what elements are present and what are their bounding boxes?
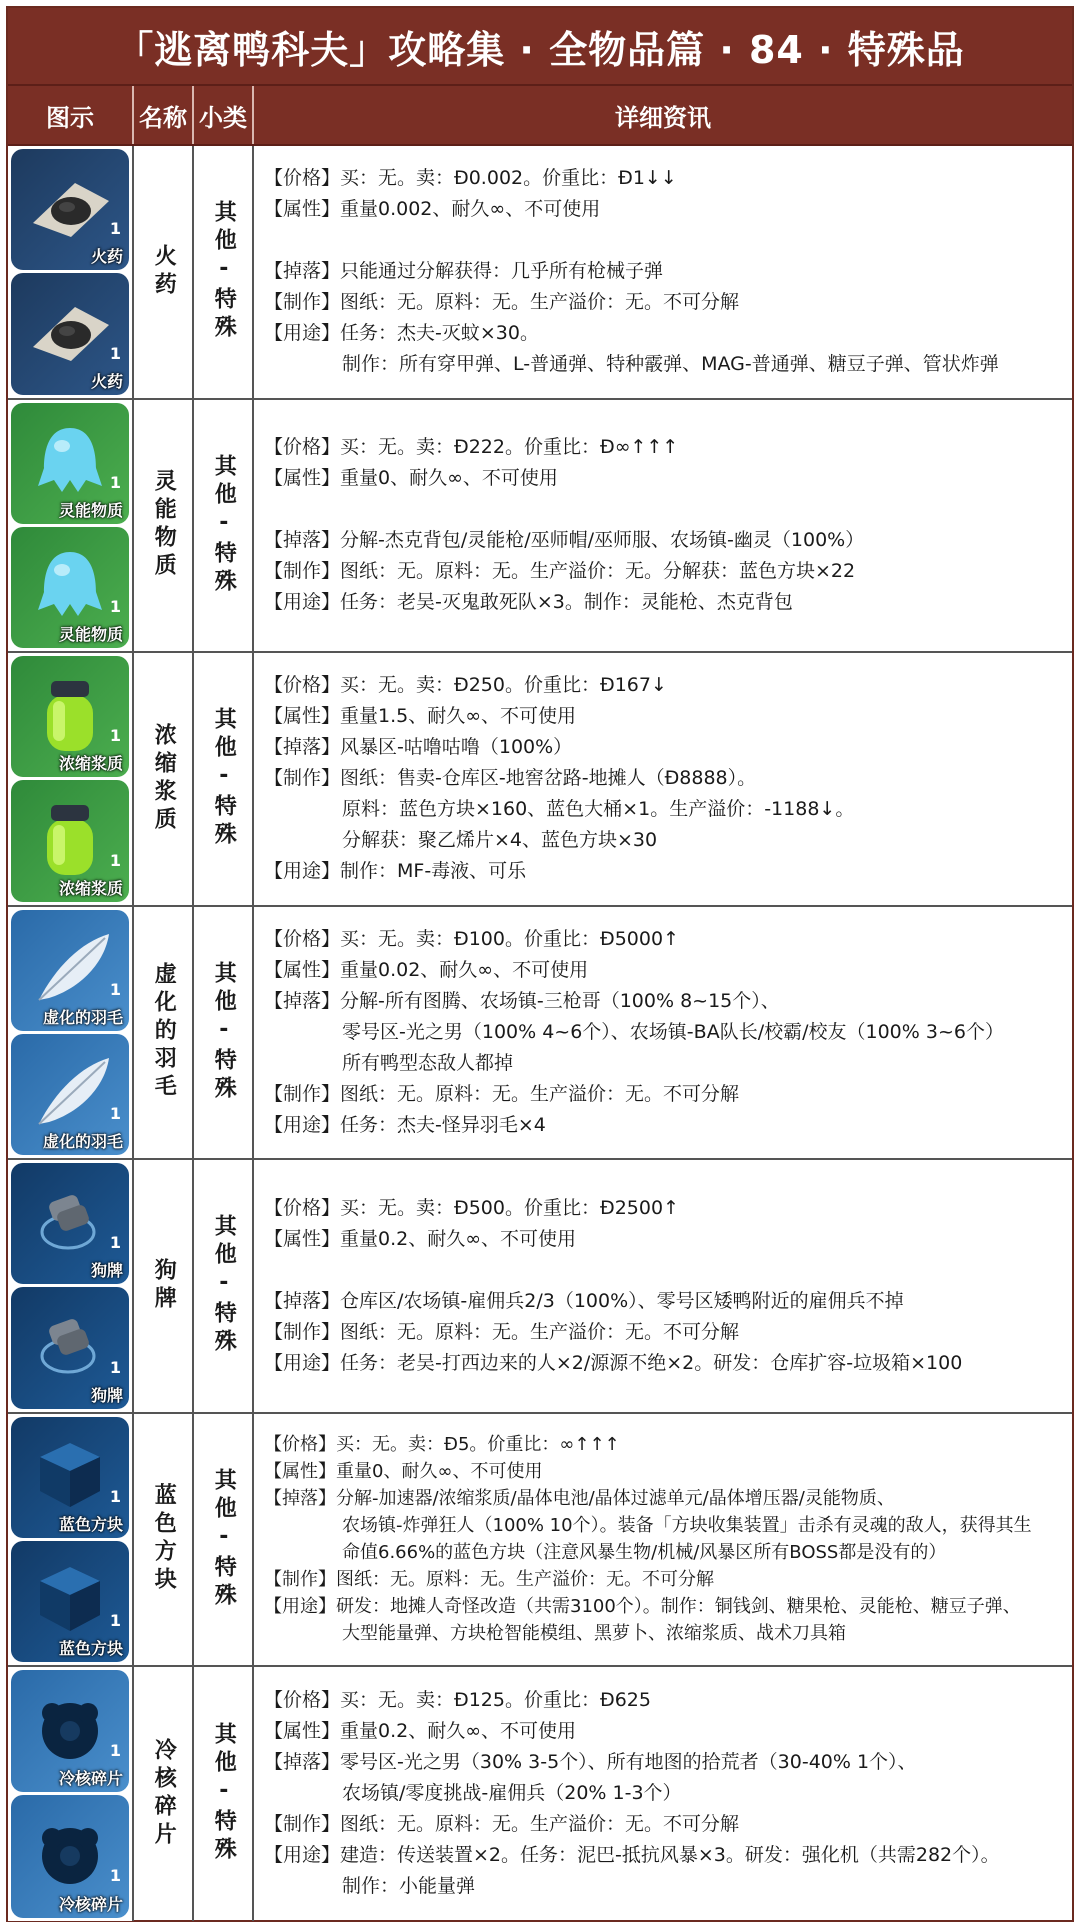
detail-line: 【属性】重量0.02、耐久∞、不可使用 xyxy=(264,958,589,981)
table-header xyxy=(8,86,1072,146)
detail-line: 【价格】买：无。卖：Đ250。价重比：Đ167↓ xyxy=(264,674,667,697)
item-subcategory-cell xyxy=(194,907,254,1159)
item-image-cell xyxy=(8,653,134,905)
detail-line: 【属性】重量0.2、耐久∞、不可使用 xyxy=(264,1227,577,1250)
item-details-cell xyxy=(254,907,1072,1159)
item-quantity: 1 xyxy=(109,1357,121,1377)
item-subcategory-cell xyxy=(194,400,254,652)
detail-line: 【价格】买：无。卖：Đ125。价重比：Đ625 xyxy=(264,1689,651,1712)
item-details-cell xyxy=(254,1160,1072,1412)
item-row xyxy=(8,653,1072,907)
concentrated-slurry-icon xyxy=(35,675,105,759)
item-caption: 虚化的羽毛 xyxy=(42,1007,123,1027)
item-image-cell xyxy=(8,907,134,1159)
detail-line: 零号区-光之男（100% 4~6个）、农场镇-BA队长/校霸/校友（100% 3~6个） xyxy=(342,1020,1004,1043)
item-quantity: 1 xyxy=(109,1486,121,1506)
item-tile xyxy=(11,1163,129,1284)
detail-line: 制作：所有穿甲弹、L-普通弹、特种霰弹、MAG-普通弹、糖豆子弹、管状炸弹 xyxy=(342,353,999,376)
item-subcategory-cell xyxy=(194,1160,254,1412)
item-name-cell xyxy=(134,1667,194,1921)
cold-core-shard-icon xyxy=(30,1814,110,1898)
dog-tag-icon xyxy=(30,1306,110,1390)
detail-line: 【制作】图纸：无。原料：无。生产溢价：无。不可分解 xyxy=(264,1320,740,1343)
item-tile xyxy=(11,1541,129,1662)
page-title: 「逃离鸭科夫」攻略集 · 全物品篇 · 84 · 特殊品 xyxy=(8,8,1072,86)
cold-core-shard-icon xyxy=(30,1689,110,1773)
detail-line: 【掉落】仓库区/农场镇-雇佣兵2/3（100%）、零号区矮鸭附近的雇佣兵不掉 xyxy=(264,1289,904,1312)
item-row xyxy=(8,1160,1072,1414)
item-caption: 冷核碎片 xyxy=(58,1894,123,1914)
blue-cube-icon xyxy=(30,1435,110,1519)
item-subcategory-cell xyxy=(194,146,254,398)
item-tile xyxy=(11,1670,129,1792)
item-name-cell xyxy=(134,907,194,1159)
detail-line: 【用途】任务：杰夫-灭蚊×30。 xyxy=(264,322,539,345)
detail-line: 农场镇-炸弹狂人（100% 10个）。装备「方块收集装置」击杀有灵魂的敌人，获得其生 xyxy=(342,1515,1032,1537)
detail-line: 【制作】图纸：无。原料：无。生产溢价：无。不可分解 xyxy=(264,1813,740,1836)
feather-icon xyxy=(25,928,115,1012)
item-quantity: 1 xyxy=(109,343,121,363)
item-caption: 狗牌 xyxy=(90,1385,123,1405)
item-tile xyxy=(11,780,129,901)
detail-line: 农场镇/零度挑战-雇佣兵（20% 1-3个） xyxy=(342,1782,682,1805)
item-name: 浓缩浆质 xyxy=(151,722,177,835)
detail-line: 【制作】图纸：无。原料：无。生产溢价：无。不可分解 xyxy=(264,1082,740,1105)
detail-line: 【掉落】分解-杰克背包/灵能枪/巫师帽/巫师服、农场镇-幽灵（100%） xyxy=(264,529,865,552)
item-quantity: 1 xyxy=(109,1866,121,1886)
item-caption: 虚化的羽毛 xyxy=(42,1132,123,1151)
detail-line: 【制作】图纸：无。原料：无。生产溢价：无。不可分解 xyxy=(264,291,740,314)
item-caption: 灵能物质 xyxy=(58,500,123,520)
item-tile xyxy=(11,149,129,270)
item-tile xyxy=(11,403,129,524)
blue-cube-icon xyxy=(30,1559,110,1643)
item-subcategory-cell xyxy=(194,1667,254,1921)
item-details-cell xyxy=(254,1414,1072,1666)
detail-line: 【制作】图纸：无。原料：无。生产溢价：无。分解获：蓝色方块×22 xyxy=(264,560,856,583)
item-subcategory: 其他-特殊 xyxy=(211,707,237,851)
psionic-matter-icon xyxy=(30,546,110,628)
item-image-cell xyxy=(8,400,134,652)
strategy-sheet xyxy=(6,6,1074,1922)
detail-line: 原料：蓝色方块×160、蓝色大桶×1。生产溢价：-1188↓。 xyxy=(342,798,855,821)
detail-line: 【制作】图纸：售卖-仓库区-地窖岔路-地摊人（Đ8888）。 xyxy=(264,767,757,790)
item-quantity: 1 xyxy=(109,1611,121,1631)
item-subcategory-cell xyxy=(194,653,254,905)
item-details-cell xyxy=(254,653,1072,905)
item-details-cell xyxy=(254,1667,1072,1921)
detail-line: 【掉落】分解-加速器/浓缩浆质/晶体电池/晶体过滤单元/晶体增压器/灵能物质、 xyxy=(264,1488,895,1510)
detail-line: 【用途】建造：传送装置×2。任务：泥巴-抵抗风暴×3。研发：强化机（共需282个）。 xyxy=(264,1844,1000,1867)
item-row xyxy=(8,907,1072,1161)
gunpowder-icon xyxy=(25,173,115,247)
header-subcategory: 小类 xyxy=(194,86,254,144)
item-image-cell xyxy=(8,1414,134,1666)
item-name-cell xyxy=(134,1414,194,1666)
item-quantity: 1 xyxy=(109,219,121,239)
item-caption: 火药 xyxy=(90,247,123,267)
item-subcategory: 其他-特殊 xyxy=(211,1722,237,1866)
item-subcategory: 其他-特殊 xyxy=(211,960,237,1104)
item-row xyxy=(8,146,1072,400)
item-caption: 浓缩浆质 xyxy=(58,754,123,774)
detail-line: 【属性】重量0.002、耐久∞、不可使用 xyxy=(264,198,601,221)
item-image-cell xyxy=(8,1160,134,1412)
item-name-cell xyxy=(134,653,194,905)
item-tile xyxy=(11,1795,129,1917)
item-quantity: 1 xyxy=(109,472,121,492)
dog-tag-icon xyxy=(30,1182,110,1266)
item-caption: 狗牌 xyxy=(90,1261,123,1281)
header-details: 详细资讯 xyxy=(615,103,711,132)
item-caption: 浓缩浆质 xyxy=(58,878,123,898)
item-subcategory: 其他-特殊 xyxy=(211,453,237,597)
item-image-cell xyxy=(8,1667,134,1921)
detail-line: 分解获：聚乙烯片×4、蓝色方块×30 xyxy=(342,829,658,852)
detail-line: 【价格】买：无。卖：Đ222。价重比：Đ∞↑↑↑ xyxy=(264,436,679,459)
item-name-cell xyxy=(134,1160,194,1412)
detail-line: 【用途】任务：老吴-灭鬼敢死队×3。制作：灵能枪、杰克背包 xyxy=(264,591,793,614)
detail-line: 【用途】研发：地摊人奇怪改造（共需3100个）。制作：铜钱剑、糖果枪、灵能枪、糖豆子弹、 xyxy=(264,1596,1021,1618)
detail-line: 【属性】重量0.2、耐久∞、不可使用 xyxy=(264,1720,577,1743)
item-tile xyxy=(11,1417,129,1538)
item-quantity: 1 xyxy=(109,597,121,617)
item-name: 蓝色方块 xyxy=(151,1483,177,1596)
detail-line: 【价格】买：无。卖：Đ100。价重比：Đ5000↑ xyxy=(264,927,679,950)
detail-line: 【属性】重量0、耐久∞、不可使用 xyxy=(264,467,558,490)
item-subcategory: 其他-特殊 xyxy=(211,1214,237,1358)
blank-line xyxy=(264,494,1064,525)
item-tile xyxy=(11,273,129,394)
item-image-cell xyxy=(8,146,134,398)
item-subcategory: 其他-特殊 xyxy=(211,1467,237,1611)
detail-line: 【属性】重量1.5、耐久∞、不可使用 xyxy=(264,705,577,728)
detail-line: 【用途】任务：老吴-打西边来的人×2/源源不绝×2。研发：仓库扩容-垃圾箱×100 xyxy=(264,1351,963,1374)
item-tile xyxy=(11,910,129,1031)
item-caption: 蓝色方块 xyxy=(58,1514,123,1534)
item-table xyxy=(8,146,1072,1921)
blank-line xyxy=(264,1255,1064,1286)
item-tile xyxy=(11,1287,129,1408)
item-quantity: 1 xyxy=(109,979,121,999)
item-row xyxy=(8,1667,1072,1921)
detail-line: 【价格】买：无。卖：Đ0.002。价重比：Đ1↓↓ xyxy=(264,167,677,190)
item-quantity: 1 xyxy=(109,1104,121,1124)
item-details-cell xyxy=(254,400,1072,652)
item-row xyxy=(8,400,1072,654)
item-subcategory-cell xyxy=(194,1414,254,1666)
detail-line: 【掉落】零号区-光之男（30% 3-5个）、所有地图的拾荒者（30-40% 1个）、 xyxy=(264,1751,917,1774)
item-name: 火药 xyxy=(151,243,177,300)
item-subcategory: 其他-特殊 xyxy=(211,200,237,344)
header-image: 图示 xyxy=(8,86,134,144)
detail-line: 【价格】买：无。卖：Đ500。价重比：Đ2500↑ xyxy=(264,1196,679,1219)
psionic-matter-icon xyxy=(30,422,110,504)
detail-line: 命值6.66%的蓝色方块（注意风暴生物/机械/风暴区所有BOSS都是没有的） xyxy=(342,1542,947,1564)
item-caption: 火药 xyxy=(90,371,123,391)
item-quantity: 1 xyxy=(109,726,121,746)
item-tile xyxy=(11,656,129,777)
item-row xyxy=(8,1414,1072,1668)
gunpowder-icon xyxy=(25,297,115,371)
detail-line: 【掉落】分解-所有图腾、农场镇-三枪哥（100% 8~15个）、 xyxy=(264,989,780,1012)
item-name: 灵能物质 xyxy=(151,469,177,582)
detail-line: 所有鸭型态敌人都掉 xyxy=(342,1051,514,1074)
item-tile xyxy=(11,1034,129,1155)
item-name-cell xyxy=(134,146,194,398)
detail-line: 【掉落】风暴区-咕噜咕噜（100%） xyxy=(264,736,573,759)
item-quantity: 1 xyxy=(109,1740,121,1760)
detail-line: 制作：小能量弹 xyxy=(342,1875,476,1898)
detail-line: 【用途】制作：MF-毒液、可乐 xyxy=(264,860,527,883)
detail-line: 【制作】图纸：无。原料：无。生产溢价：无。不可分解 xyxy=(264,1569,714,1591)
item-name: 虚化的羽毛 xyxy=(151,962,177,1103)
item-quantity: 1 xyxy=(109,1233,121,1253)
item-name: 冷核碎片 xyxy=(151,1737,177,1850)
detail-line: 【属性】重量0、耐久∞、不可使用 xyxy=(264,1461,543,1483)
detail-line: 大型能量弹、方块枪智能模组、黑萝卜、浓缩浆质、战术刀具箱 xyxy=(342,1623,846,1645)
item-tile xyxy=(11,527,129,648)
item-name-cell xyxy=(134,400,194,652)
detail-line: 【价格】买：无。卖：Đ5。价重比：∞↑↑↑ xyxy=(264,1434,620,1456)
item-caption: 冷核碎片 xyxy=(58,1769,123,1789)
item-name: 狗牌 xyxy=(151,1257,177,1314)
item-caption: 蓝色方块 xyxy=(58,1639,123,1658)
item-caption: 灵能物质 xyxy=(58,625,123,644)
detail-line: 【掉落】只能通过分解获得：几乎所有枪械子弹 xyxy=(264,260,664,283)
header-name: 名称 xyxy=(134,86,194,144)
item-quantity: 1 xyxy=(109,850,121,870)
item-details-cell xyxy=(254,146,1072,398)
concentrated-slurry-icon xyxy=(35,799,105,883)
detail-line: 【用途】任务：杰夫-怪异羽毛×4 xyxy=(264,1113,546,1136)
feather-icon xyxy=(25,1052,115,1136)
blank-line xyxy=(264,225,1064,256)
